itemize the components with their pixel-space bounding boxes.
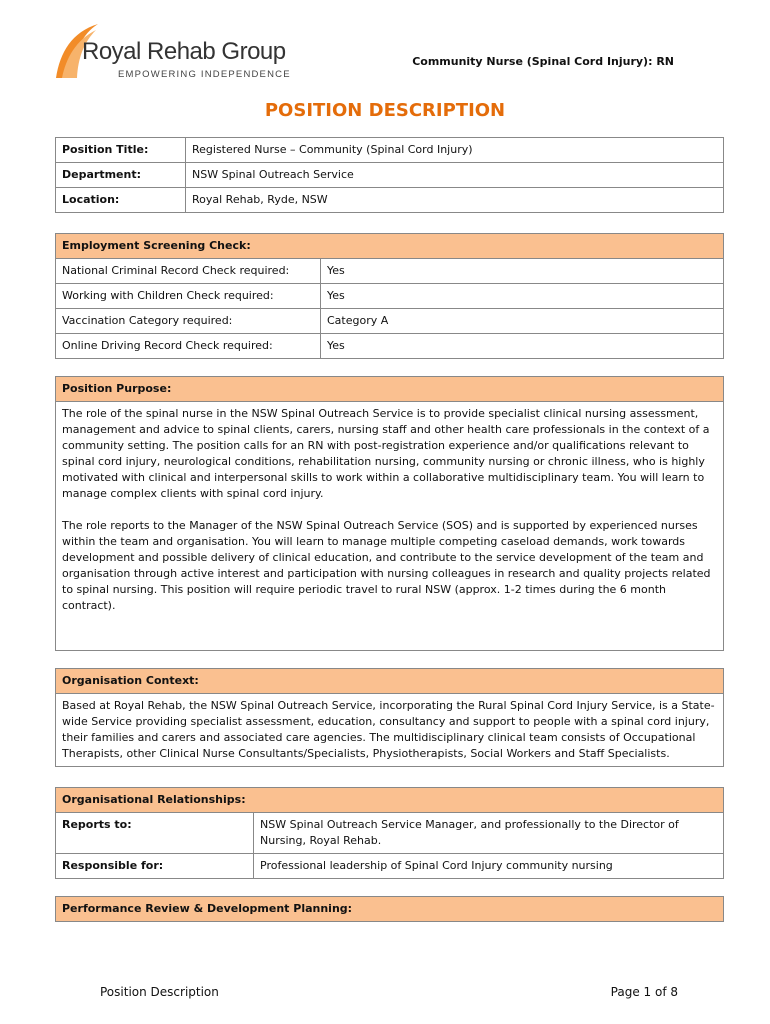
section-header-row xyxy=(56,897,724,922)
organisation-context-table xyxy=(55,668,724,767)
position-title-value: Registered Nurse – Community (Spinal Cord Injury) xyxy=(186,138,724,163)
screening-value: Yes xyxy=(321,259,724,284)
relationships-table xyxy=(55,787,724,879)
reports-to-label: Reports to: xyxy=(56,813,254,854)
screening-label: Online Driving Record Check required: xyxy=(56,334,321,359)
purpose-body xyxy=(56,402,724,651)
position-title-label: Position Title: xyxy=(56,138,186,163)
relationships-heading: Organisational Relationships: xyxy=(56,788,724,813)
company-logo xyxy=(52,22,312,82)
table-row xyxy=(56,813,724,854)
purpose-heading: Position Purpose: xyxy=(56,377,724,402)
department-value: NSW Spinal Outreach Service xyxy=(186,163,724,188)
table-row xyxy=(56,334,724,359)
footer-document-name: Position Description xyxy=(100,985,219,999)
responsible-for-value: Professional leadership of Spinal Cord Injury community nursing xyxy=(254,854,724,879)
screening-label: National Criminal Record Check required: xyxy=(56,259,321,284)
section-header-row xyxy=(56,377,724,402)
org-context-text: Based at Royal Rehab, the NSW Spinal Outreach Service, incorporating the Rural Spinal Cord Injury Service, is a State-wide Service providing specialist assessment, education, consultancy and support to people with a spinal cord injury, their families and carers and associated care agencies. The multidisciplinary clinical team consists of Occupational Therapists, other Clinical Nurse Consultants/Specialists, Physiotherapists, Social Workers and Staff Specialists. xyxy=(56,694,724,767)
table-row xyxy=(56,694,724,767)
table-row xyxy=(56,284,724,309)
section-header-row xyxy=(56,788,724,813)
screening-label: Vaccination Category required: xyxy=(56,309,321,334)
performance-heading: Performance Review & Development Planning: xyxy=(56,897,724,922)
location-value: Royal Rehab, Ryde, NSW xyxy=(186,188,724,213)
performance-review-table xyxy=(55,896,724,922)
table-row xyxy=(56,163,724,188)
location-label: Location: xyxy=(56,188,186,213)
purpose-paragraph: The role of the spinal nurse in the NSW Spinal Outreach Service is to provide specialist clinical nursing assessment, management and advice to spinal clients, carers, nursing staff and other health care professionals in the context of a community setting. The position calls for an RN with post-registration experience and/or qualifications relevant to spinal cord injury, neurological conditions, rehabilitation nursing, community nursing or chronic illness, who is highly motivated with clinical and interpersonal skills to work within a collaborative multidisciplinary team. You will learn to manage complex clients with spinal cord injury. xyxy=(62,407,710,500)
table-row xyxy=(56,138,724,163)
responsible-for-label: Responsible for: xyxy=(56,854,254,879)
table-row xyxy=(56,259,724,284)
position-purpose-table xyxy=(55,376,724,651)
department-label: Department: xyxy=(56,163,186,188)
screening-heading: Employment Screening Check: xyxy=(56,234,724,259)
section-header-row xyxy=(56,234,724,259)
table-row xyxy=(56,854,724,879)
org-context-heading: Organisation Context: xyxy=(56,669,724,694)
screening-value: Yes xyxy=(321,284,724,309)
page-title: POSITION DESCRIPTION xyxy=(264,100,506,121)
screening-value: Category A xyxy=(321,309,724,334)
reports-to-value: NSW Spinal Outreach Service Manager, and professionally to the Director of Nursing, Royal Rehab. xyxy=(254,813,724,854)
table-row xyxy=(56,402,724,651)
document-header-title: Community Nurse (Spinal Cord Injury): RN xyxy=(412,55,674,68)
table-row xyxy=(56,188,724,213)
screening-label: Working with Children Check required: xyxy=(56,284,321,309)
section-header-row xyxy=(56,669,724,694)
footer-page-number: Page 1 of 8 xyxy=(610,985,678,999)
logo-name: Royal Rehab Group xyxy=(82,38,286,65)
table-row xyxy=(56,309,724,334)
purpose-paragraph: The role reports to the Manager of the NSW Spinal Outreach Service (SOS) and is supported by experienced nurses within the team and organisation. You will learn to manage multiple competing caseload demands, work towards development and possible delivery of clinical education, and contribute to the service development of the team and organisation through active interest and participation with nursing colleagues in research and quality projects related to spinal nursing. This position will require periodic travel to rural NSW (approx. 1-2 times during the 6 month contract). xyxy=(62,519,711,612)
screening-value: Yes xyxy=(321,334,724,359)
screening-table xyxy=(55,233,724,359)
position-details-table xyxy=(55,137,724,213)
logo-tagline: EMPOWERING INDEPENDENCE xyxy=(118,69,291,80)
